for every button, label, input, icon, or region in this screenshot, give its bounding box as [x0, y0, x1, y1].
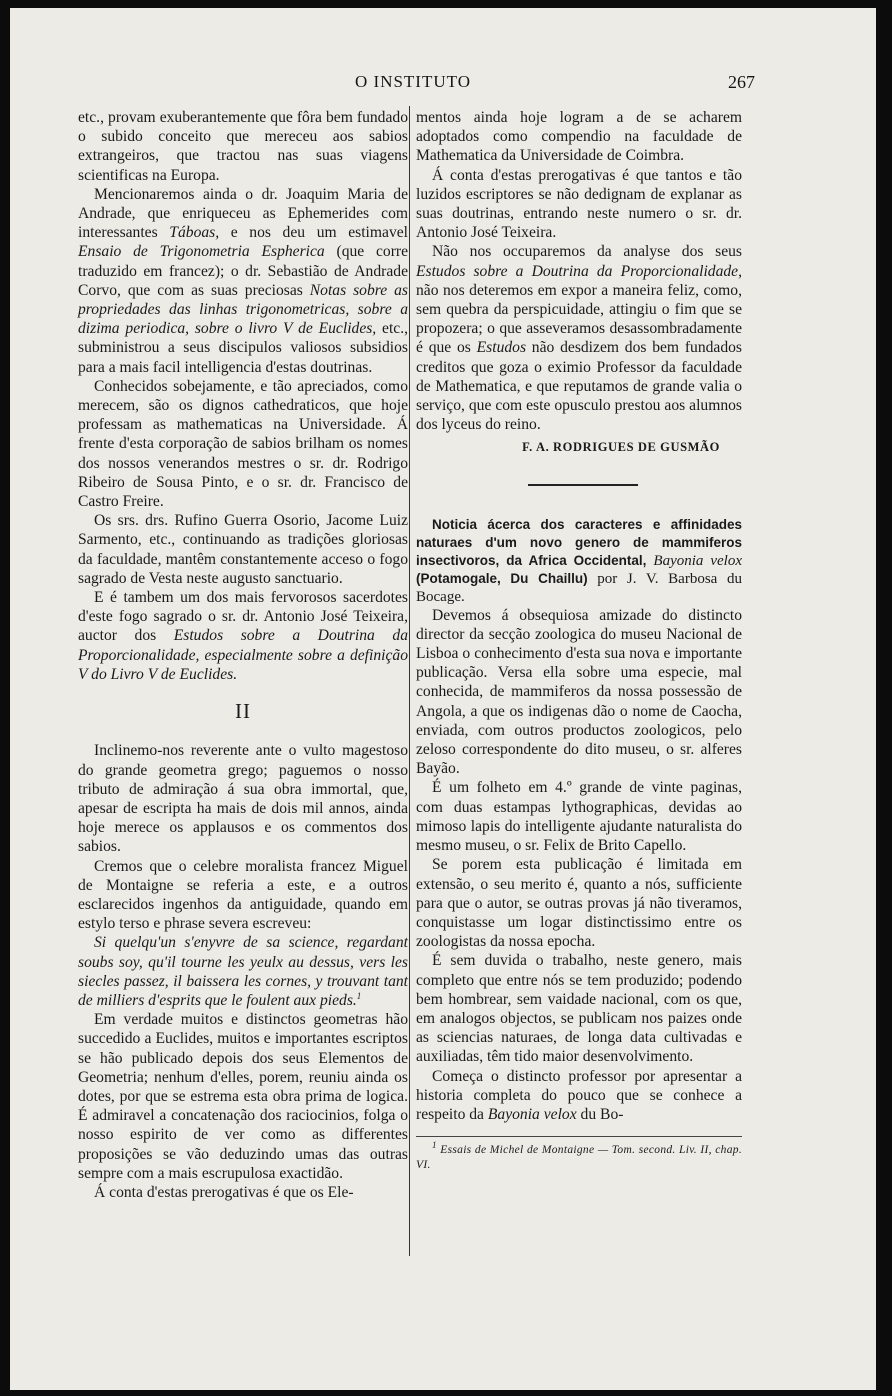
- column-divider: [409, 106, 410, 1256]
- footnote-rule: [416, 1136, 742, 1137]
- paragraph: Conhecidos sobejamente, e tão apreciados, como merecem, são os dignos cathedraticos, que hoje professam as mathematicas na Universidade. Á frente d'esta corporação de sabios brilham os nomes dos nossos venerandos mestres o sr. dr. Rodrigo Ribeiro de Sousa Pinto, e o sr. dr. Francisco de Castro Freire.: [78, 377, 408, 511]
- paragraph: Os srs. drs. Rufino Guerra Osorio, Jacome Luiz Sarmento, etc., continuando as tradições gloriosas da faculdade, mantêm constantemente acceso o fogo sagrado de Vesta neste augusto sanctuario.: [78, 512, 408, 587]
- section-number: II: [235, 699, 251, 724]
- page-header: [10, 70, 876, 100]
- paragraph: Devemos á obsequiosa amizade do distincto director da secção zoologica do museu Nacional de Lisboa o conhecimento d'esta sua nova e importante publicação. Versa ella sobre uma especie, mal conhecida, de mammiferos da nossa possessão de Angola, a que os indigenas dão o nome de Caocha, enviada, com outros productos zoologicos, pelo zeloso correspondente do dito museu, o sr. alferes Bayão.: [416, 606, 742, 778]
- paragraph: Em verdade muitos e distinctos geometras hão succedido a Euclides, muitos e importantes escriptos se hão publicado depois dos seus Elementos de Geometria; nenhum d'elles, porem, reuniu ainda os dotes, por que se estrema esta obra prima de logica. É admiravel a concatenação dos raciocinios, folga o nosso espirito de ver como as differentes proposições se vão deduzindo umas das outras sempre com a mais escrupulosa exactidão.: [78, 1011, 408, 1182]
- paragraph: Começa o distincto professor por apresentar a historia completa do pouco que se conhece a respeito da Bayonia velox du Bo-: [416, 1067, 742, 1123]
- left-column: [78, 108, 408, 1202]
- author-signature: F. A. RODRIGUES DE GUSMÃO: [522, 440, 720, 455]
- paragraph: Mencionaremos ainda o dr. Joaquim Maria de Andrade, que enriqueceu as Ephemerides com interessantes Táboas, e nos deu um estimavel Ensaio de Trigonometria Espherica (que corre traduzido em francez); o dr. Sebastião de Andrade Corvo, que com as suas preciosas Notas sobre as propriedades das linhas trigonometricas, sobre a dizima periodica, sobre o livro V de Euclides, etc., subministrou a seus discipulos valiosos subsidios para a mais facil intelligencia d'estas doutrinas.: [78, 185, 409, 376]
- paragraph: mentos ainda hoje logram a de se acharem adoptados como compendio na faculdade de Mathematica da Universidade de Coimbra.: [416, 109, 742, 165]
- paragraph: Se porem esta publicação é limitada em extensão, o seu merito é, quanto a nós, sufficiente para que o autor, se outras provas já não tiveramos, conquistasse um logar distinctissimo entre os zoologistas da nossa epocha.: [416, 856, 742, 951]
- footnote: $^1$ Essais de Michel de Montaigne — Tom. second. Liv. II, chap. VI.: [416, 1140, 742, 1172]
- paragraph: Não nos occuparemos da analyse dos seus Estudos sobre a Doutrina da Proporcionalidade, não nos deteremos em expor a maneira feliz, como, sem quebra da perspicuidade, attingiu o fim que se propozera; o que asseveramos desassombradamente é que os Estudos não desdizem dos bem fundados creditos que goza o eximio Professor da faculdade de Mathematica, e que reputamos de grande valia o serviço, que com este opusculo prestou aos alumnos dos lyceus do reino.: [416, 243, 742, 434]
- paragraph: Á conta d'estas prerogativas é que os Ele-: [94, 1183, 354, 1201]
- section-divider: [528, 484, 638, 486]
- page-number: 267: [728, 72, 755, 92]
- article-title: Noticia ácerca dos caracteres e affinidades naturaes d'um novo genero de mammiferos insectivoros, da Africa Occidental, Bayonia velox (Potamogale, Du Chaillu) por J. V. Barbosa du Bocage.: [416, 516, 742, 605]
- footnote-reference: 1: [356, 990, 362, 1001]
- block-quote: Si quelqu'un s'enyvre de sa science, regardant soubs soy, qu'il tourne les yeulx au dessus, vers les siecles passez, il baissera les cornes, y trouvant tant de milliers d'esprits que le foulent aux pieds.$^1$: [78, 934, 408, 1009]
- paragraph: E é tambem um dos mais fervorosos sacerdotes d'este fogo sagrado o sr. dr. Antonio José Teixeira, auctor dos Estudos sobre a Doutrina da Proporcionalidade, especialmente sobre a definição V do Livro V de Euclides.: [78, 589, 409, 683]
- paragraph: etc., provam exuberantemente que fôra bem fundado o subido conceito que mereceu aos sabios extrangeiros, que tractou nas suas viagens scientificas na Europa.: [78, 109, 408, 184]
- scanned-page: [10, 8, 876, 1390]
- paragraph: Inclinemo-nos reverente ante o vulto magestoso do grande geometra grego; paguemos o nosso tributo de admiração á sua obra immortal, que, apesar de escripta ha mais de dois mil annos, ainda hoje merece os applausos e os commentos dos sabios.: [78, 742, 408, 856]
- paragraph: É sem duvida o trabalho, neste genero, mais completo que entre nós se tem produzido; podendo bem hombrear, sem vaidade nacional, com os que, em analogos objectos, se publicam nos paizes onde as sciencias naturaes, de longa data cultivadas e auxiliadas, têm tido maior desenvolvimento.: [416, 952, 742, 1066]
- paragraph: Cremos que o celebre moralista francez Miguel de Montaigne se referia a este, e a outros esclarecidos ingenhos da antiguidade, quando em estylo terso e phrase severa escreveu:: [78, 857, 408, 933]
- paragraph: Á conta d'estas prerogativas é que tantos e tão luzidos escriptores se não dedignam de explanar as suas doutrinas, entrando neste numero o sr. dr. Antonio José Teixeira.: [416, 166, 742, 242]
- running-title: O INSTITUTO: [355, 72, 471, 91]
- paragraph: É um folheto em 4.º grande de vinte paginas, com duas estampas lythographicas, devidas ao mimoso lapis do intelligente ajudante naturalista do mesmo museu, o sr. Felix de Brito Capello.: [416, 779, 742, 855]
- right-column: [416, 108, 742, 1173]
